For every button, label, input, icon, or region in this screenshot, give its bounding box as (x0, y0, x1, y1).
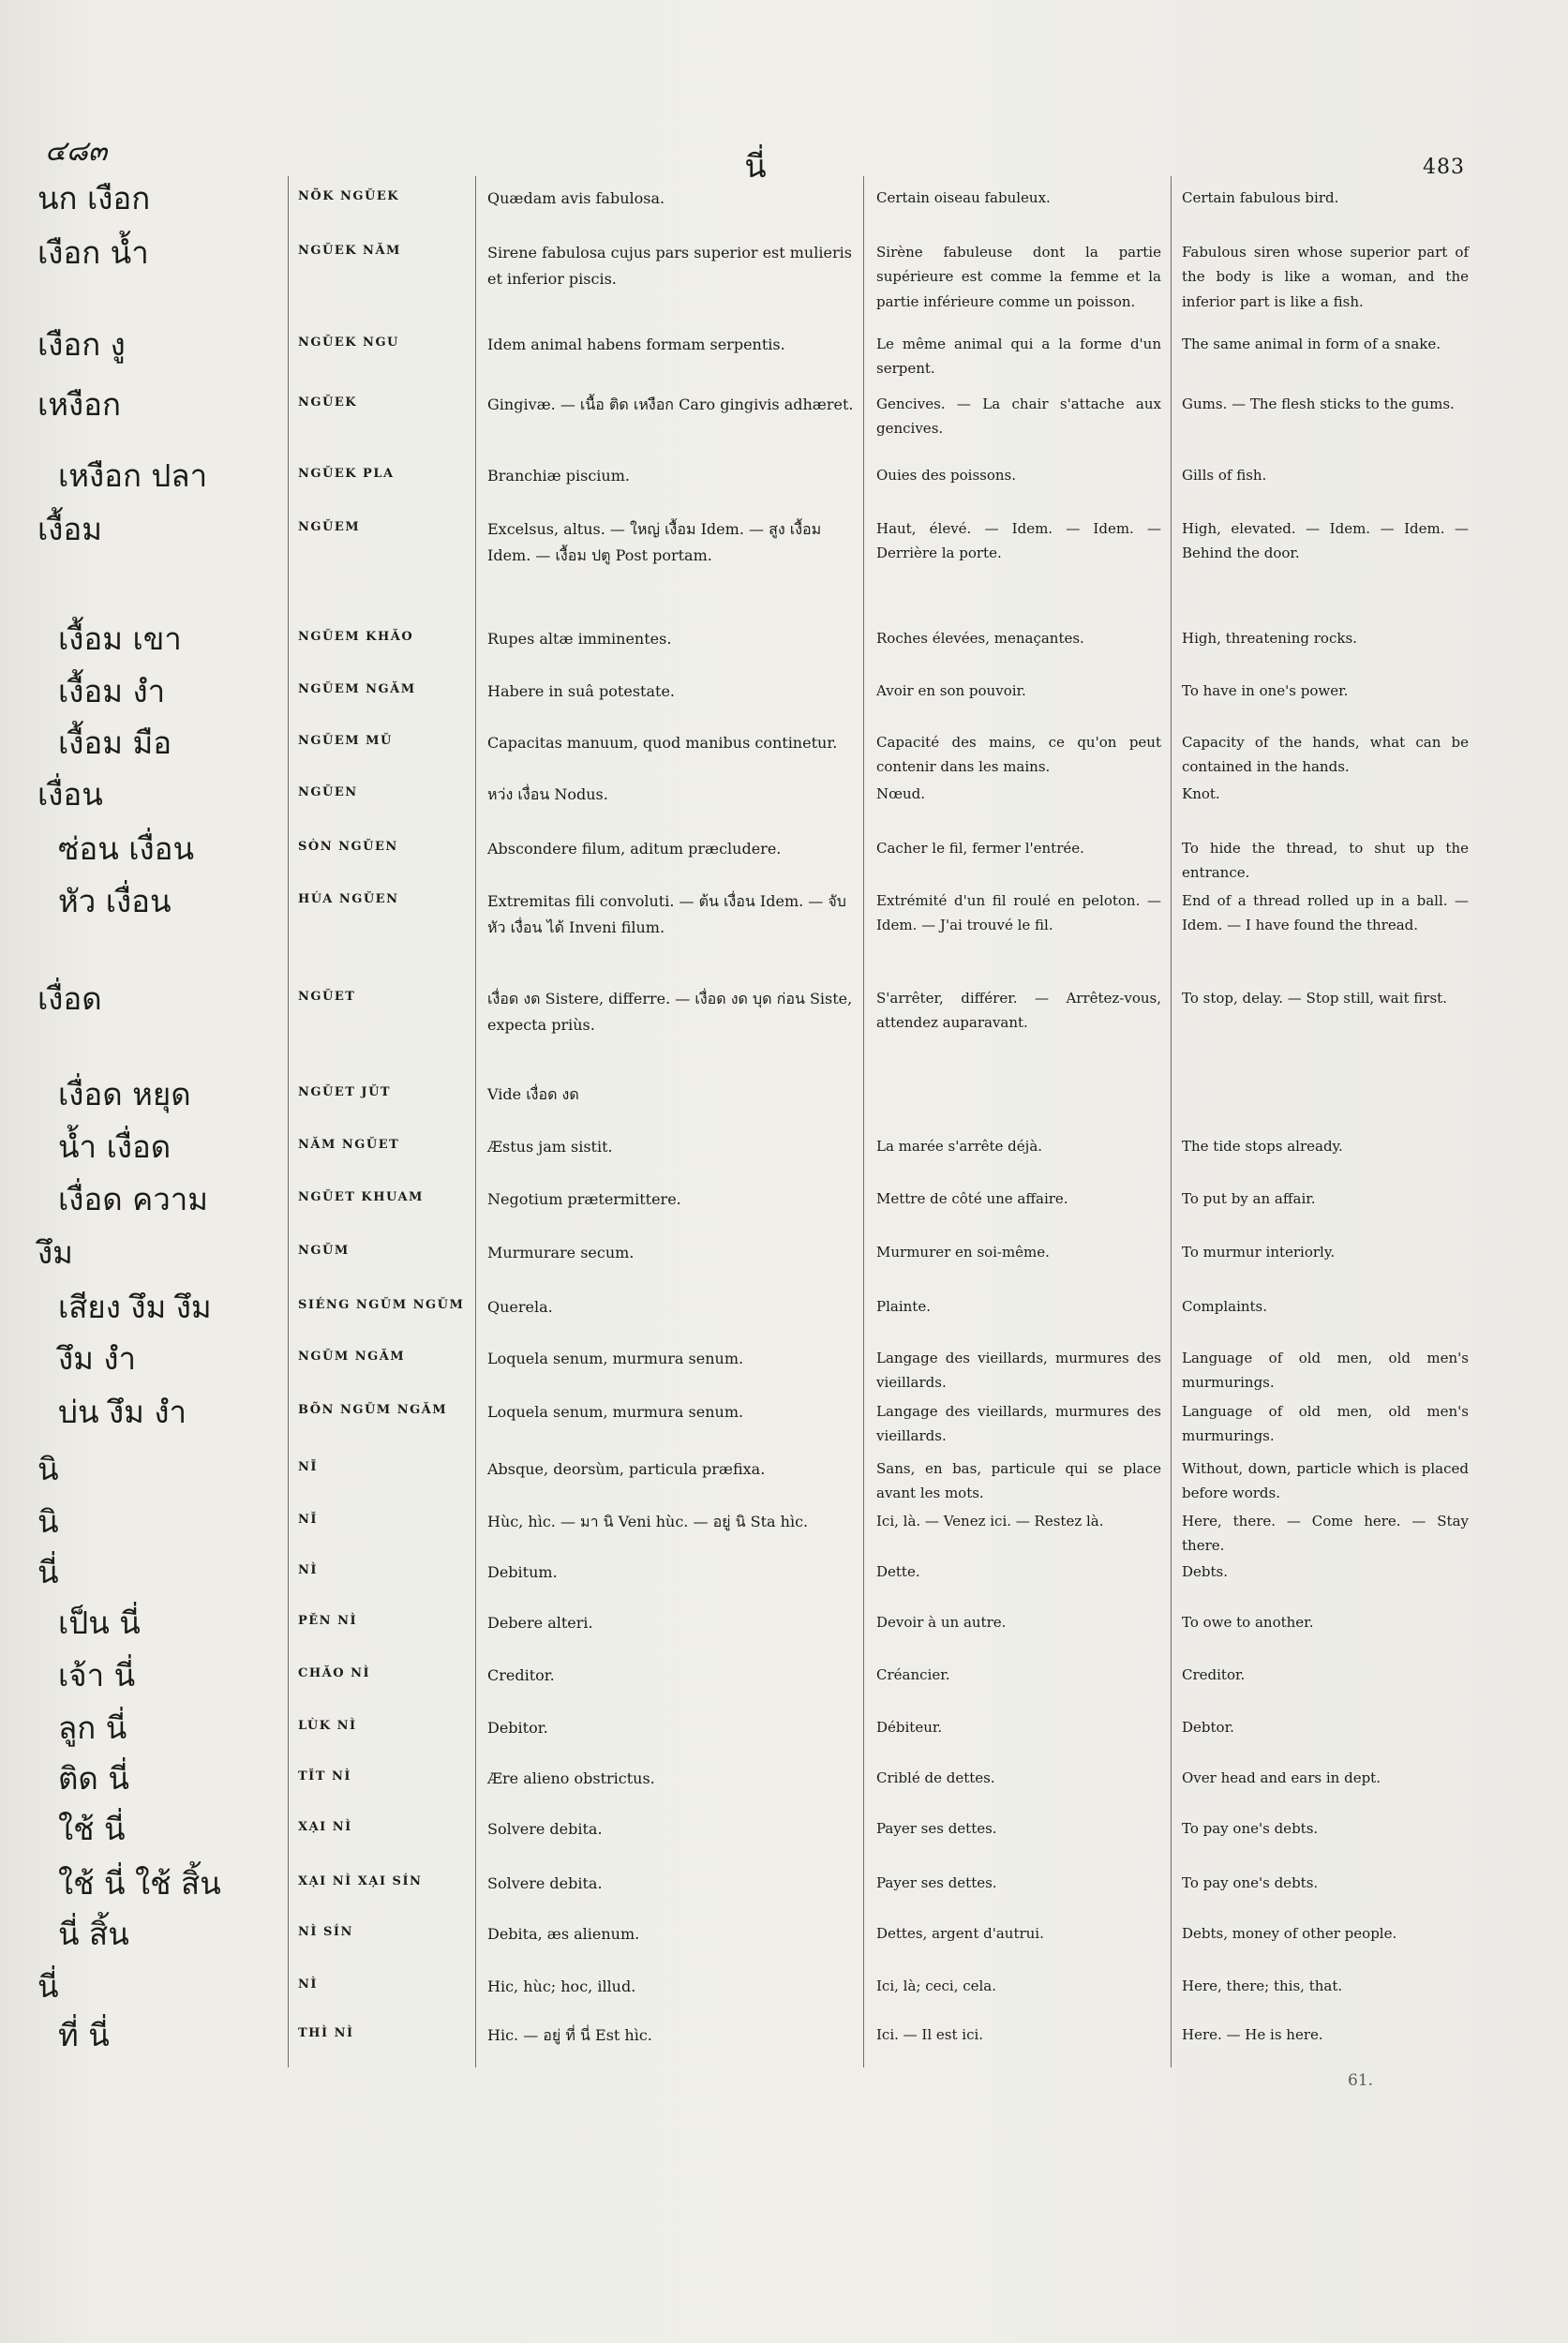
english-definition: Capacity of the hands, what can be contained in the hands. (1182, 734, 1469, 776)
english-definition: Gums. — The flesh sticks to the gums. (1182, 395, 1455, 412)
french-definition: Capacité des mains, ce qu'on peut contenir dans les mains. (876, 734, 1161, 776)
headword: เงื้อม งำ (58, 673, 166, 709)
english-definition: Knot. (1182, 785, 1220, 802)
latin-definition: Murmurare secum. (487, 1244, 635, 1261)
romanization: NĬ (298, 1513, 318, 1527)
headword: เหงือก (37, 386, 121, 423)
english-definition: Debts, money of other people. (1182, 1925, 1397, 1942)
headword: ลูก นี่ (58, 1709, 127, 1746)
romanization: NGŬEK NĂM (298, 244, 401, 258)
english-definition: To have in one's power. (1182, 682, 1349, 699)
english-definition: To stop, delay. — Stop still, wait first. (1182, 990, 1447, 1007)
french-definition: Ici, là; ceci, cela. (876, 1977, 997, 1994)
french-definition: Roches élevées, menaçantes. (876, 630, 1084, 647)
french-definition: Payer ses dettes. (876, 1820, 997, 1837)
english-definition: Debts. (1182, 1563, 1228, 1580)
english-definition: To hide the thread, to shut up the entrance. (1182, 840, 1469, 882)
romanization: NGŬET (298, 990, 356, 1004)
english-definition: The same animal in form of a snake. (1182, 336, 1441, 352)
latin-definition: Negotium prætermittere. (487, 1190, 681, 1208)
romanization: THÌ NÌ (298, 2026, 354, 2040)
headword: หัว เงื่อน (58, 883, 172, 919)
headword: เงื้อม มือ (58, 724, 172, 761)
english-definition: Here, there; this, that. (1182, 1977, 1343, 1994)
english-definition: The tide stops already. (1182, 1138, 1343, 1155)
headword: นี่ (37, 1554, 59, 1590)
headword: งึม งำ (58, 1340, 136, 1377)
romanization: NGŬEN (298, 785, 358, 799)
english-definition: Fabulous siren whose superior part of the body is like a woman, and the inferior part is like a fish. (1182, 244, 1469, 310)
romanization: TĬT NÌ (298, 1769, 351, 1783)
romanization: NGŬEM NGĂM (298, 682, 416, 696)
headword: เงื่อด หยุด (58, 1076, 191, 1112)
romanization: NÌ SÍN (298, 1925, 353, 1939)
english-definition: Gills of fish. (1182, 467, 1267, 484)
headword: เสียง งึม งึม (58, 1289, 212, 1325)
romanization: NGŬEK NGU (298, 336, 399, 350)
headword: นิ (37, 1503, 59, 1540)
latin-definition: Idem animal habens formam serpentis. (487, 336, 785, 353)
latin-definition: Gingivæ. — เนื้อ ติด เหงือก Caro gingivis adhæret. (487, 395, 854, 413)
romanization: XẠI NÌ XẠI SÍN (298, 1874, 423, 1888)
headword: ใช้ นี่ (58, 1811, 126, 1847)
french-definition: Créancier. (876, 1666, 950, 1683)
latin-definition: Habere in suâ potestate. (487, 682, 675, 700)
headword: บ่น งึม งำ (58, 1394, 187, 1430)
french-definition: Dettes, argent d'autrui. (876, 1925, 1044, 1942)
french-definition: Sirène fabuleuse dont la partie supérieure est comme la femme et la partie inférieure comme un poisson. (876, 244, 1161, 310)
column-divider (475, 176, 476, 2067)
latin-definition: Excelsus, altus. — ใหญ่ เงื้อม Idem. — สูง เงื้อม Idem. — เงื้อม ปตู Post portam. (487, 520, 822, 564)
latin-definition: Hic. — อยู่ ที่ นี่ Est hìc. (487, 2026, 652, 2044)
latin-definition: Debita, æs alienum. (487, 1925, 640, 1943)
english-definition: To pay one's debts. (1182, 1874, 1319, 1891)
romanization: NGŬEK PLA (298, 467, 395, 481)
headword: เงือก งู (37, 326, 126, 363)
french-definition: Mettre de côté une affaire. (876, 1190, 1068, 1207)
headword: นิ (37, 1451, 59, 1487)
latin-definition: Hic, hùc; hoc, illud. (487, 1977, 636, 1995)
english-definition: Here, there. — Come here. — Stay there. (1182, 1513, 1469, 1555)
romanization: NÕK NGŬEK (298, 189, 400, 203)
headword: เงื่อน (37, 776, 103, 813)
french-definition: Avoir en son pouvoir. (876, 682, 1026, 699)
french-definition: Ici. — Il est ici. (876, 2026, 984, 2043)
headword: ซ่อน เงื่อน (58, 830, 195, 867)
latin-definition: Solvere debita. (487, 1874, 603, 1892)
headword: งึม (37, 1234, 73, 1271)
french-definition: Criblé de dettes. (876, 1769, 995, 1786)
english-definition: Here. — He is here. (1182, 2026, 1323, 2043)
latin-definition: Loquela senum, murmura senum. (487, 1403, 744, 1421)
headword: เงือก น้ำ (37, 234, 149, 271)
french-definition: S'arrêter, différer. — Arrêtez-vous, attendez auparavant. (876, 990, 1161, 1032)
latin-definition: Debitum. (487, 1563, 558, 1581)
romanization: BÕN NGŬM NGĂM (298, 1403, 448, 1417)
french-definition: Haut, élevé. — Idem. — Idem. — Derrière la porte. (876, 520, 1161, 562)
column-divider (288, 176, 289, 2067)
headword: ที่ นี่ (58, 2017, 110, 2053)
latin-definition: Abscondere filum, aditum præcludere. (487, 840, 782, 858)
romanization: SÒN NGŬEN (298, 840, 398, 854)
headword: เจ้า นี่ (58, 1657, 136, 1694)
french-definition: Débiteur. (876, 1719, 943, 1736)
english-definition: High, threatening rocks. (1182, 630, 1357, 647)
english-definition: Debtor. (1182, 1719, 1234, 1736)
french-definition: Langage des vieillards, murmures des vieillards. (876, 1403, 1161, 1445)
romanization: HÚA NGŬEN (298, 892, 399, 906)
english-definition: Certain fabulous bird. (1182, 189, 1339, 206)
headword: เหงือก ปลา (58, 457, 208, 494)
headword: น้ำ เงื่อด (58, 1128, 172, 1165)
french-definition: Payer ses dettes. (876, 1874, 997, 1891)
latin-definition: Branchiæ piscium. (487, 467, 630, 485)
headword: เงื้อม เขา (58, 620, 182, 657)
romanization: CHĂO NÌ (298, 1666, 371, 1680)
latin-definition: Solvere debita. (487, 1820, 603, 1838)
romanization: NĬ (298, 1460, 318, 1474)
french-definition: Sans, en bas, particule qui se place avant les mots. (876, 1460, 1161, 1502)
romanization: NGŬM NGĂM (298, 1350, 406, 1364)
latin-definition: Debitor. (487, 1719, 548, 1737)
english-definition: To put by an affair. (1182, 1190, 1316, 1207)
english-definition: Without, down, particle which is placed before words. (1182, 1460, 1469, 1502)
latin-definition: Loquela senum, murmura senum. (487, 1350, 744, 1367)
english-definition: Language of old men, old men's murmurings. (1182, 1403, 1469, 1445)
latin-definition: Quædam avis fabulosa. (487, 189, 665, 207)
french-definition: Murmurer en soi-même. (876, 1244, 1050, 1261)
french-definition: Langage des vieillards, murmures des vieillards. (876, 1350, 1161, 1392)
latin-definition: Debere alteri. (487, 1614, 593, 1632)
english-definition: Over head and ears in dept. (1182, 1769, 1381, 1786)
romanization: NGŬET JŬT (298, 1085, 392, 1099)
french-definition: Cacher le fil, fermer l'entrée. (876, 840, 1084, 857)
headword: เงื่อด ความ (58, 1181, 209, 1217)
english-definition: Complaints. (1182, 1298, 1268, 1315)
english-definition: High, elevated. — Idem. — Idem. — Behind the door. (1182, 520, 1469, 562)
french-definition: Le même animal qui a la forme d'un serpent. (876, 336, 1161, 378)
running-head-character: นี่ (744, 148, 767, 186)
latin-definition: Vide เงื่อด งด (487, 1085, 579, 1103)
column-divider (863, 176, 864, 2067)
headword: เงื้อม (37, 511, 102, 547)
latin-definition: เงื่อด งด Sistere, differre. — เงื่อด งด บุด ก่อน Siste, expecta priùs. (487, 990, 853, 1034)
latin-definition: Sirene fabulosa cujus pars superior est mulieris et inferior piscis. (487, 244, 852, 288)
romanization: NGŬET KHUAM (298, 1190, 424, 1204)
romanization: NGŬEM (298, 520, 361, 534)
romanization: NÌ (298, 1563, 318, 1577)
romanization: XẠI NÌ (298, 1820, 352, 1834)
french-definition: Devoir à un autre. (876, 1614, 1007, 1631)
romanization: SIÉNG NGŬM NGŬM (298, 1298, 465, 1312)
english-definition: End of a thread rolled up in a ball. — Idem. — I have found the thread. (1182, 892, 1469, 934)
column-divider (1171, 176, 1172, 2067)
signature-mark: 61. (1348, 2071, 1374, 2090)
latin-definition: Capacitas manuum, quod manibus continetur. (487, 734, 838, 752)
romanization: NÌ (298, 1977, 318, 1992)
latin-definition: Extremitas fili convoluti. — ต้น เงื่อน Idem. — จับ หัว เงื่อน ได้ Inveni filum. (487, 892, 846, 936)
french-definition: Ouies des poissons. (876, 467, 1017, 484)
romanization: NGŬEM KHĂO (298, 630, 414, 644)
romanization: NGŬM (298, 1244, 350, 1258)
latin-definition: Hùc, hìc. — มา นิ Veni hùc. — อยู่ นิ Sta hìc. (487, 1513, 809, 1530)
french-definition: Nœud. (876, 785, 925, 802)
headword: นี่ สิ้น (58, 1916, 129, 1952)
french-definition: La marée s'arrête déjà. (876, 1138, 1043, 1155)
romanization: LÙK NÌ (298, 1719, 357, 1733)
romanization: NGŬEM MŬ (298, 734, 393, 748)
french-definition: Gencives. — La chair s'attache aux gencives. (876, 395, 1161, 438)
english-definition: Creditor. (1182, 1666, 1246, 1683)
english-definition: Language of old men, old men's murmurings. (1182, 1350, 1469, 1392)
french-definition: Extrémité d'un fil roulé en peloton. — Idem. — J'ai trouvé le fil. (876, 892, 1161, 934)
page-number: 483 (1423, 156, 1465, 179)
french-definition: Certain oiseau fabuleux. (876, 189, 1051, 206)
latin-definition: Absque, deorsùm, particula præfixa. (487, 1460, 766, 1478)
french-definition: Ici, là. — Venez ici. — Restez là. (876, 1513, 1104, 1530)
latin-definition: Ære alieno obstrictus. (487, 1769, 655, 1787)
thai-page-number: ๔๘๓ (45, 135, 108, 168)
headword: นี่ (37, 1968, 59, 2005)
french-definition: Plainte. (876, 1298, 931, 1315)
romanization: PĔN NÌ (298, 1614, 358, 1628)
headword: ติด นี่ (58, 1760, 129, 1797)
latin-definition: Rupes altæ imminentes. (487, 630, 672, 648)
latin-definition: Creditor. (487, 1666, 555, 1684)
english-definition: To pay one's debts. (1182, 1820, 1319, 1837)
headword: เงื่อด (37, 980, 102, 1017)
latin-definition: Æstus jam sistit. (487, 1138, 613, 1156)
headword: ใช้ นี่ ใช้ สิ้น (58, 1865, 221, 1902)
latin-definition: หว่ง เงื่อน Nodus. (487, 785, 608, 803)
english-definition: To murmur interiorly. (1182, 1244, 1336, 1261)
headword: นก เงือก (37, 180, 151, 216)
headword: เป็น นี่ (58, 1604, 141, 1641)
romanization: NĂM NGŬET (298, 1138, 400, 1152)
romanization: NGŬEK (298, 395, 358, 410)
latin-definition: Querela. (487, 1298, 553, 1316)
french-definition: Dette. (876, 1563, 920, 1580)
english-definition: To owe to another. (1182, 1614, 1314, 1631)
